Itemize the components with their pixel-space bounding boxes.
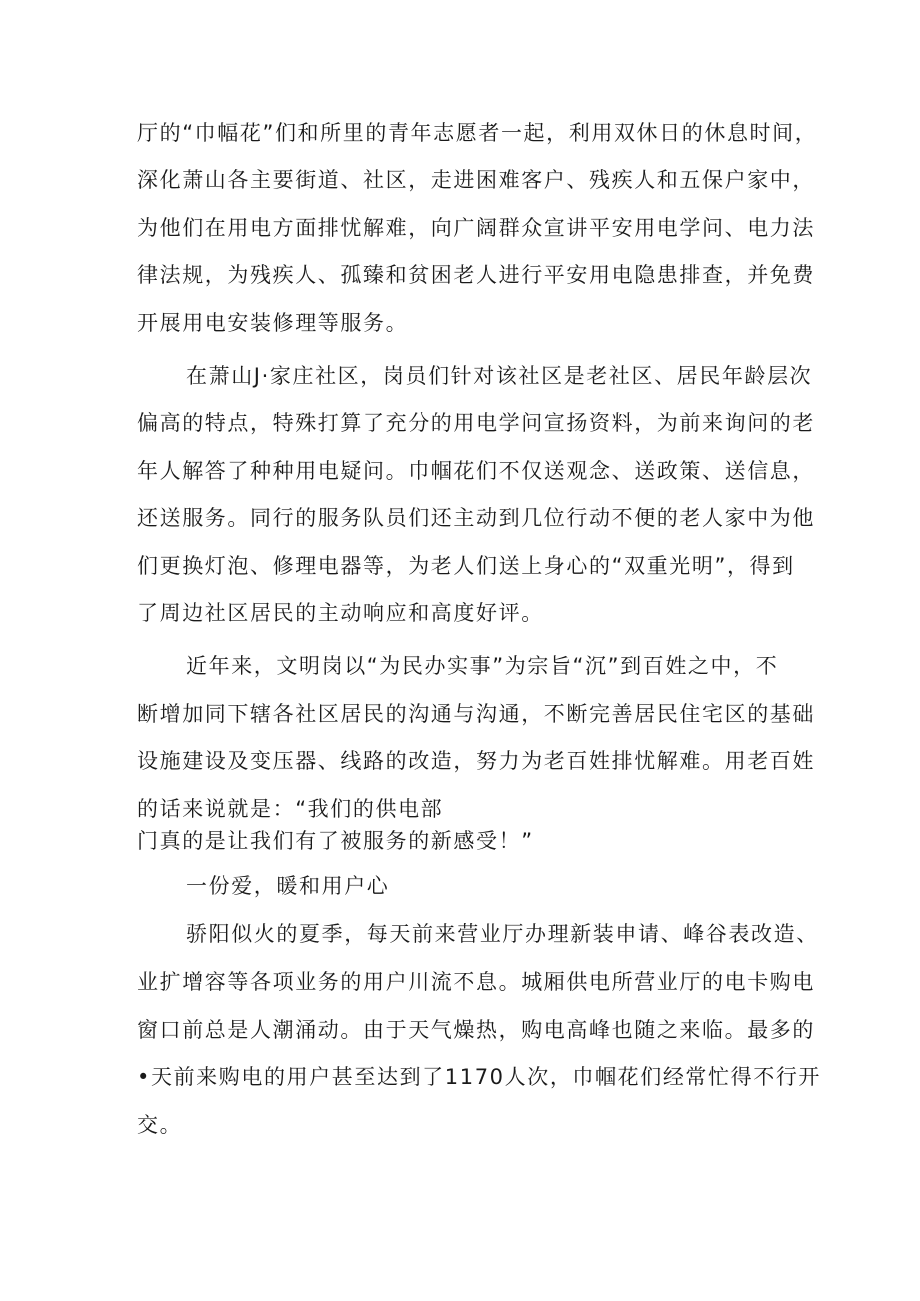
text-line-12: 近年来，文明岗以“为民办实事”为宗旨“沉”到百姓之中，不 <box>186 654 779 678</box>
section-heading: 一份爱，暖和用户心 <box>186 874 390 898</box>
text-line-19: 业扩增容等各项业务的用户川流不息。城厢供电所营业厅的电卡购电 <box>137 970 815 994</box>
text-line-3: 为他们在用电方面排忧解难，向广阔群众宣讲平安用电学问、电力法 <box>137 216 815 240</box>
text-line-11: 了周边社区居民的主动响应和高度好评。 <box>137 601 544 625</box>
text-line-4: 律法规，为残疾人、孤臻和贫困老人进行平安用电隐患排查，并免费 <box>137 263 815 287</box>
text-line-15: 的话来说就是：“我们的供电部 <box>137 797 444 821</box>
text-line-16: 门真的是让我们有了被服务的新感受！” <box>137 829 534 853</box>
text-line-1: 厅的“巾幅花”们和所里的青年志愿者一起，利用双休日的休息时间， <box>137 121 818 145</box>
text-line-10: 们更换灯泡、修理电器等，为老人们送上身心的“双重光明”，得到 <box>137 554 795 578</box>
text-line-8: 年人解答了种种用电疑问。巾帼花们不仅送观念、送政策、送信息， <box>137 459 815 483</box>
text-line-18: 骄阳似火的夏季，每天前来营业厅办理新装申请、峰谷表改造、 <box>186 922 819 946</box>
text-line-21: •天前来购电的用户甚至达到了1170人次，巾帼花们经常忙得不行开 <box>137 1065 822 1089</box>
text-line-22: 交。 <box>137 1113 183 1137</box>
text-line-13: 断增加同下辖各社区居民的沟通与沟通，不断完善居民住宅区的基础 <box>137 702 815 726</box>
text-line-5: 开展用电安装修理等服务。 <box>137 311 409 335</box>
text-line-9: 还送服务。同行的服务队员们还主动到几位行动不便的老人家中为他 <box>137 506 815 530</box>
text-line-20: 窗口前总是人潮涌动。由于天气燥热，购电高峰也随之来临。最多的 <box>137 1018 815 1042</box>
text-line-6: 在萧山J·家庄社区，岗员们针对该社区是老社区、居民年龄层次 <box>186 364 813 388</box>
text-line-7: 偏高的特点，特殊打算了充分的用电学问宣扬资料，为前来询问的老 <box>137 411 815 435</box>
text-line-2: 深化萧山各主要街道、社区，走进困难客户、残疾人和五保户家中， <box>137 168 815 192</box>
text-line-14: 设施建设及变压器、线路的改造，努力为老百姓排忧解难。用老百姓 <box>137 749 815 773</box>
